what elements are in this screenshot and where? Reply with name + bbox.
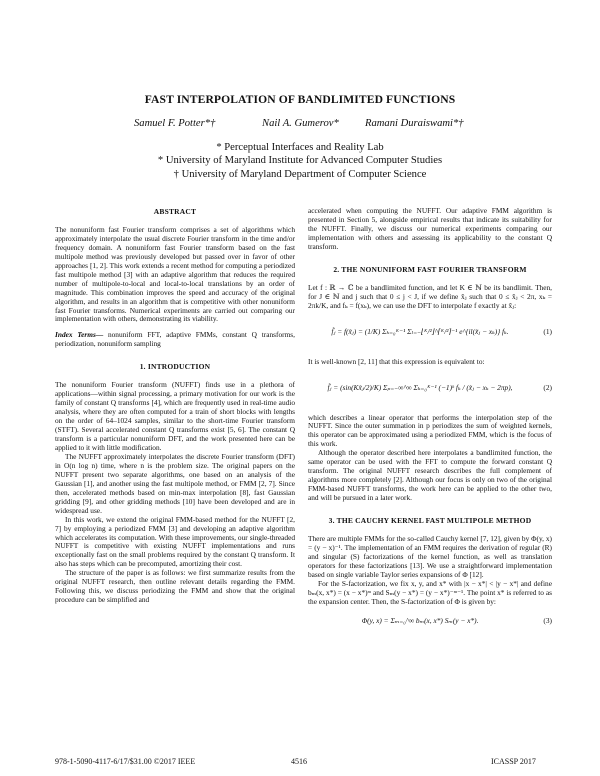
affiliation-3: † University of Maryland Department of Computer Science xyxy=(173,168,427,180)
author-3: Ramani Duraiswami*† xyxy=(365,118,464,129)
section-1-heading: 1. INTRODUCTION xyxy=(139,362,211,372)
author-2: Nail A. Gumerov* xyxy=(262,118,339,129)
affiliation-1: * Perceptual Interfaces and Reality Lab xyxy=(216,142,384,153)
right-column xyxy=(308,207,552,643)
footer-isbn: 978-1-5090-4117-6/17/$31.00 ©2017 IEEE xyxy=(55,757,196,766)
index-terms xyxy=(55,331,295,349)
equation-3-number: (3) xyxy=(543,615,552,625)
index-terms-label: Index Terms— xyxy=(55,330,104,340)
intro-paragraph-3: In this work, we extend the original FMM-based method for the NUFFT [2, 7] by employing a periodized FMM [3] and developing an adaptive algorithm which accelerates its computation. With these improvements, our single-threaded NUFFT is competitive with existing NUFFT implementations and runs exceptionally fast on the small problems required by the constant Q transform. It also has steps which can be precomputed, amortizing their cost. xyxy=(55,514,295,569)
conference-name: ICASSP 2017 xyxy=(491,757,536,766)
abstract-heading: ABSTRACT xyxy=(153,207,197,216)
section-3-paragraph-2: For the S-factorization, we fix x, y, and x* with |x − x*| < |y − x*| and define bₘ(x, x*) = (x − x*)ᵐ and Sₘ(y − x*) = (y − x*)⁻ᵐ⁻¹. The point x* is referred to as the expansion center. Then, the S-factorization of Φ is given by: xyxy=(308,578,552,606)
equation-2 xyxy=(308,374,552,408)
paper-title: FAST INTERPOLATION OF BANDLIMITED FUNCTIONS xyxy=(144,93,456,106)
section-2-heading: 2. THE NONUNIFORM FAST FOURIER TRANSFORM xyxy=(333,264,527,274)
abstract-text: The nonuniform fast Fourier transform comprises a set of algorithms which approximately interpolate the usual discrete Fourier transform in the time and/or frequency domain. A nonuniform fast Fourier transform based on the fast multipole method was previously developed but passed over in favor of other approaches [1, 2]. This work extends a recent method for computing a periodized fast multipole method [3] with an adaptive algorithm that reduces the required number of multipole-to-local and local-to-local translations by an order of magnitude. This combination improves the speed and accuracy of the original algorithm, and results in an algorithm that is competitive with other nonuniform fast Fourier transforms. Numerical experiments are carried out comparing our implementation with others, demonstrating its viability. xyxy=(55,224,295,324)
equation-3 xyxy=(308,611,552,637)
affiliations xyxy=(0,141,600,181)
section-2-paragraph-2: It is well-known [2, 11] that this expression is equivalent to: xyxy=(308,356,485,366)
left-column xyxy=(55,208,295,605)
author-1: Samuel F. Potter*† xyxy=(134,118,216,129)
equation-1-body: f̃ⱼ = f(x̃ⱼ) = (1/K) Σₖ₌₀ᴷ⁻¹ Σₗ₌₋⌊ᴷ/²⌋^⌈ᴷ/²⌉⁻¹ e^{il(x̃ⱼ − xₖ)} fₖ. xyxy=(331,326,509,336)
section-2-paragraph-3: which describes a linear operator that performs the interpolation step of the NUFFT. Since the outer summation in p periodizes the sum of weighted kernels, this operator can be approximated using a periodized FMM, which is the focus of this work. xyxy=(308,412,552,449)
intro-paragraph-1: The nonuniform Fourier transform (NUFFT) finds use in a plethora of applications—within signal processing, a primary motivation for our work is the family of constant Q transforms [4], which are frequently used in real-time audio analysis, where they are often computed for a train of short blocks with lengths on the order of 64–1024 samples, similar to the short-time Fourier transform (STFT). Several accelerated constant Q transforms exist [5, 6]. The constant Q transform is a particular nonuniform DFT, and the work presented here can be applied to it with little modification. xyxy=(55,380,295,452)
affiliation-2: * University of Maryland Institute for Advanced Computer Studies xyxy=(157,155,443,167)
right-paragraph-0: accelerated when computing the NUFFT. Our adaptive FMM algorithm is presented in Section 5, alongside empirical results that indicate its suitability for the NUFFT. Finally, we discuss our numerical experiments comparing our implementation with others and assessing its applicability to the constant Q transform. xyxy=(308,206,552,251)
section-2-paragraph-1: Let f : ℝ → ℂ be a bandlimited function, and let K ∈ ℕ be its bandlimit. Then, for J ∈ ℕ and j such that 0 ≤ j < J, if we define x̃ⱼ such that 0 ≤ x̃ⱼ < 2π, xₖ = 2πk/K, and fₖ = f(xₖ), we can use the DFT to interpolate f exactly at x̃ⱼ: xyxy=(308,282,552,310)
section-3-paragraph-1: There are multiple FMMs for the so-called Cauchy kernel [7, 12], given by Φ(y, x) = (y − x)⁻¹. The implementation of an FMM requires the derivation of regular (R) and singular (S) factorizations of the kernel function, as well as translation operators for these factorizations [13]. We use a straightforward implementation based on single variable Taylor series expansions of Φ [12]. xyxy=(308,534,552,579)
intro-paragraph-2: The NUFFT approximately interpolates the discrete Fourier transform (DFT) in O(n log n) time, where n is the problem size. The original papers on the NUFFT present two separate algorithms, one based on an analysis of the Gaussian [1], and another using the fast multipole method, or FMM [2, 7]. Since then, accelerated methods based on min-max interpolation [8], fast Gaussian gridding [9], and other gridding methods [10] have been developed and are in widespread use. xyxy=(55,451,295,515)
page-number: 4516 xyxy=(291,757,307,766)
intro-paragraph-4: The structure of the paper is as follows: we first summarize results from the original NUFFT research, then outline relevant details regarding the FMM. Following this, we discuss periodizing the FMM and show that the original procedure can be simplified and xyxy=(55,568,295,605)
equation-3-body: Φ(y, x) = Σₘ₌₀^∞ bₘ(x, x*) Sₘ(y − x*). xyxy=(361,615,479,625)
equation-1-number: (1) xyxy=(543,326,552,336)
equation-2-body: f̃ⱼ = (sin(Kx̃ⱼ/2)/K) Σₚ₌₋∞^∞ Σₖ₌₀ᴷ⁻¹ (−1)ᵏ fₖ / (x̃ⱼ − xₖ − 2πp), xyxy=(327,382,513,392)
section-3-heading: 3. THE CAUCHY KERNEL FAST MULTIPOLE METHOD xyxy=(328,516,532,526)
section-2-paragraph-4: Although the operator described here interpolates a bandlimited function, the same operator can be used with the FFT to compute the forward constant Q transform. The original NUFFT research describes the full complement of algorithms more completely [2]. Although our focus is only on two of the original FMM-based NUFFT transforms, the work here can be applied to the other two, and will be pursued in a later work. xyxy=(308,448,552,503)
index-terms-text: nonuniform FFT, adaptive FMMs, constant Q transforms, periodization, nonuniform sampling xyxy=(55,330,295,349)
equation-1 xyxy=(308,318,552,352)
equation-2-number: (2) xyxy=(543,382,552,392)
